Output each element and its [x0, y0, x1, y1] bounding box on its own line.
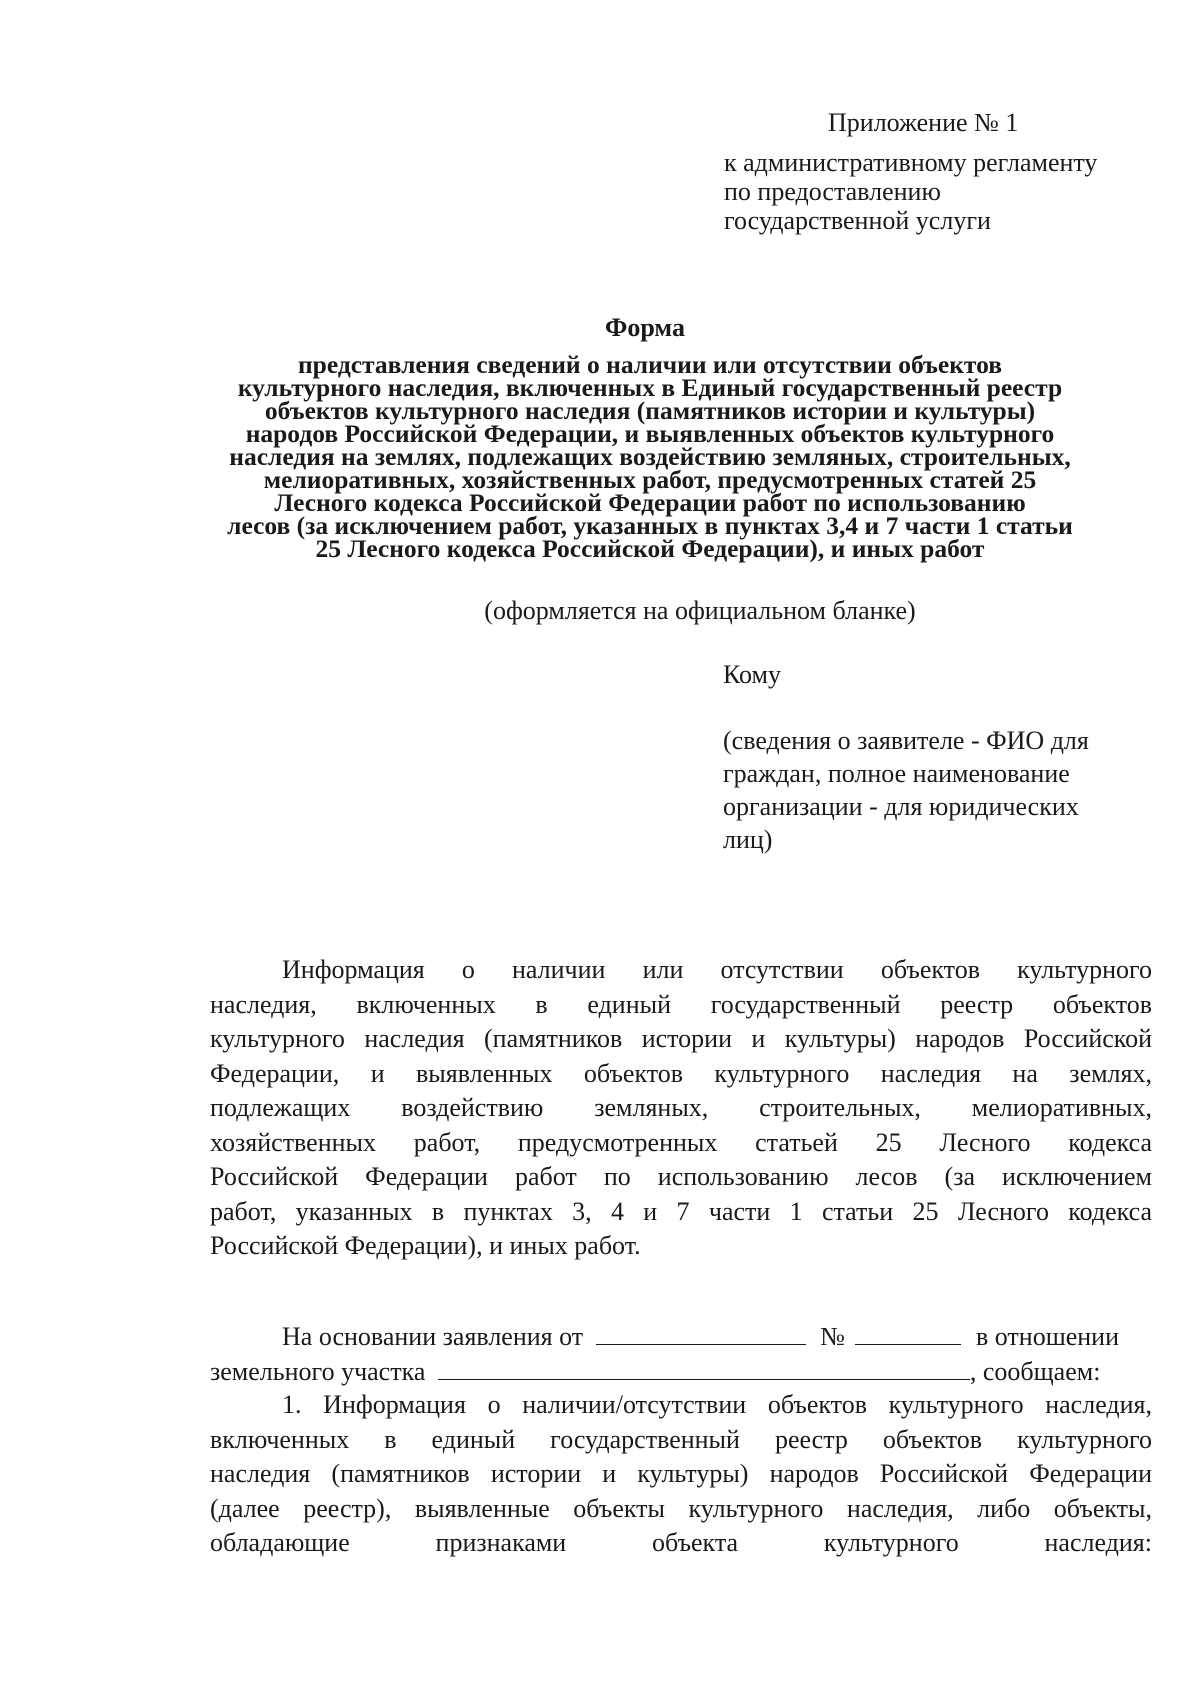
form-subtitle-line: 25 Лесного кодекса Российской Федерации), и иных работ: [315, 534, 985, 563]
form-subtitle-line: культурного наследия, включенных в Единый государственный реестр: [237, 373, 1063, 402]
applicant-info-line: граждан, полное наименование: [723, 759, 1070, 788]
basis-line: [210, 1320, 1152, 1355]
applicant-info-line: лиц): [723, 825, 773, 854]
intro-line: подлежащих воздействию земляных, строительных, мелиоративных,: [210, 1093, 1152, 1122]
item-1-line: (далее реестр), выявленные объекты культурного наследия, либо объекты,: [210, 1493, 1152, 1523]
form-subtitle: [160, 350, 1140, 563]
intro-paragraph: [210, 953, 1152, 1264]
basis-paragraph: [210, 1320, 1152, 1389]
parcel-line: [210, 1355, 1152, 1390]
form-subtitle-line: объектов культурного наследия (памятников истории и культуры): [264, 396, 1036, 425]
intro-line: работ, указанных в пунктах 3, 4 и 7 части 1 статьи 25 Лесного кодекса: [210, 1196, 1152, 1226]
appendix-line: по предоставлению: [724, 177, 941, 206]
item-1-paragraph: [210, 1388, 1152, 1561]
intro-line: культурного наследия (памятников истории и культуры) народов Российской: [210, 1024, 1152, 1053]
appendix-line: к административному регламенту: [724, 148, 1098, 177]
form-title: [0, 313, 1200, 343]
item-1-line: 1. Информация о наличии/отсутствии объектов культурного наследия,: [282, 1390, 1152, 1419]
intro-line: Информация о наличии или отсутствии объектов культурного: [282, 955, 1152, 984]
applicant-info-placeholder: [723, 724, 1123, 856]
official-blank-note: (оформляется на официальном бланке): [484, 596, 916, 625]
form-title-text: Форма: [605, 313, 685, 342]
item-1-line: включенных в единый государственный реестр объектов культурного: [210, 1424, 1152, 1454]
appendix-line: государственной услуги: [724, 206, 991, 235]
land-parcel-field[interactable]: [438, 1357, 970, 1380]
form-subtitle-line: Лесного кодекса Российской Федерации работ по использованию: [274, 488, 1026, 517]
intro-line: Российской Федерации), и иных работ.: [210, 1231, 641, 1260]
form-subtitle-line: наследия на землях, подлежащих воздействию земляных, строительных,: [229, 442, 1071, 471]
application-number-field[interactable]: [855, 1322, 961, 1345]
form-subtitle-line: представления сведений о наличии или отсутствии объектов: [297, 350, 1003, 379]
parcel-suffix: , сообщаем:: [969, 1356, 1101, 1386]
intro-line: Российской Федерации работ по использованию лесов (за исключением: [210, 1162, 1152, 1191]
basis-suffix: в отношении: [975, 1322, 1119, 1351]
intro-line: наследия, включенных в единый государственный реестр объектов: [210, 989, 1152, 1019]
form-subtitle-line: мелиоративных, хозяйственных работ, предусмотренных статей 25: [263, 465, 1037, 494]
applicant-info-line: (сведения о заявителе - ФИО для: [723, 726, 1089, 755]
intro-line: Федерации, и выявленных объектов культурного наследия на землях,: [210, 1058, 1152, 1088]
form-subtitle-line: лесов (за исключением работ, указанных в пунктах 3,4 и 7 части 1 статьи: [227, 511, 1073, 540]
item-1-line: обладающие признаками объекта культурного наследия:: [210, 1528, 1152, 1557]
application-date-field[interactable]: [596, 1322, 806, 1345]
applicant-info-line: организации - для юридических: [723, 792, 1079, 821]
appendix-number: Приложение № 1: [828, 108, 1019, 137]
appendix-header: [724, 108, 1144, 235]
item-1-line: наследия (памятников истории и культуры) народов Российской Федерации: [210, 1459, 1152, 1488]
recipient-label: Кому: [723, 660, 782, 689]
form-subtitle-line: народов Российской Федерации, и выявленных объектов культурного: [245, 419, 1055, 448]
parcel-label: земельного участка: [210, 1356, 426, 1386]
number-sign: №: [820, 1322, 845, 1351]
intro-line: хозяйственных работ, предусмотренных статьей 25 Лесного кодекса: [210, 1127, 1152, 1157]
basis-prefix: На основании заявления от: [282, 1322, 584, 1351]
